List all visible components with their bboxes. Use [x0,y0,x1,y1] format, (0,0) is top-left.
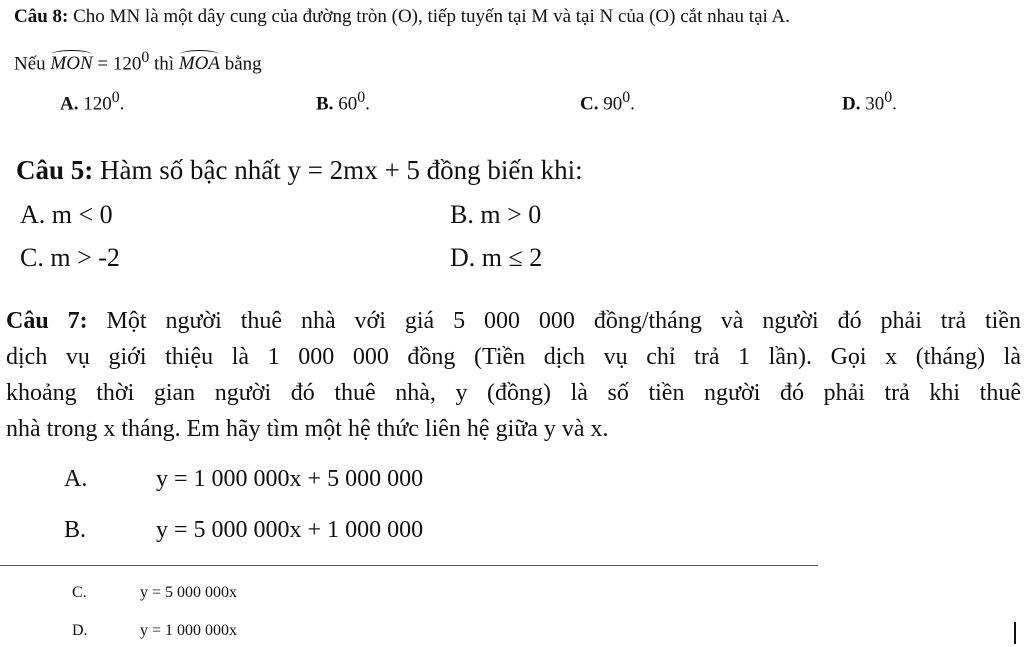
option-letter: A. [20,200,46,229]
option-value: m > 0 [480,200,542,229]
option-letter: A. [60,93,79,115]
question-5-stem [16,155,583,186]
question-8-label: Câu 8: [14,6,69,27]
q5-option-d[interactable] [450,243,542,273]
q7-option-d[interactable] [72,622,88,640]
option-value: m > -2 [50,243,120,272]
question-5-text: Hàm số bậc nhất y = 2mx + 5 đồng biến khi: [93,155,583,185]
text-cursor [1014,622,1016,644]
option-letter: B. [316,93,334,115]
option-letter: C. [72,584,87,601]
q5-option-a[interactable] [20,200,113,230]
question-8-stem [14,6,790,28]
q8-option-a[interactable] [60,89,124,115]
option-value: m ≤ 2 [481,243,543,272]
q8-option-d[interactable] [842,89,897,115]
q7-option-b-value: y = 5 000 000x + 1 000 000 [156,517,424,543]
question-7-label: Câu 7: [6,308,88,334]
option-letter: D. [450,243,476,272]
q7-option-d-value: y = 1 000 000x [140,622,238,639]
option-letter: D. [72,622,88,639]
option-tail: . [630,93,635,115]
q7-option-c[interactable] [72,584,87,602]
option-tail: . [365,93,370,115]
option-tail: . [892,93,897,115]
option-value: 90 [603,93,623,115]
option-tail: . [119,93,125,115]
q5-option-c[interactable] [20,243,120,273]
q7-option-a[interactable] [64,466,87,493]
q7-line-2: dịch vụ giới thiệu là 1 000 000 đồng (Tiền dịch vụ chỉ trả 1 lần). Gọi x (tháng) là [6,344,1021,370]
q5-option-b[interactable] [450,200,541,230]
option-sup: 0 [622,89,631,106]
question-8-text: Cho MN là một dây cung của đường tròn (O), tiếp tuyến tại M và tại N của (O) cắt nhau tại A. [68,6,790,27]
option-value: 30 [865,93,885,115]
angle-moa: MOA [178,53,220,75]
option-letter: B. [450,200,474,229]
option-value: 60 [338,93,358,115]
divider [0,565,818,566]
option-sup: 0 [111,89,120,106]
q8-option-c[interactable] [580,89,635,115]
angle-equals: = 120 [92,53,142,75]
option-value: 120 [83,93,112,115]
q7-line-1-text: Một người thuê nhà với giá 5 000 000 đồng/tháng và người đó phải trả tiền [87,308,1021,334]
q8-option-b[interactable] [316,89,370,115]
q7-line-3: khoảng thời gian người đó thuê nhà, y (đồng) là số tiền người đó phải trả khi thuê [6,380,1021,406]
option-letter: B. [64,517,87,543]
option-letter: C. [20,243,44,272]
option-letter: D. [842,93,861,115]
question-5-label: Câu 5: [16,155,94,185]
degree-sup: 0 [141,49,150,66]
angle-mon: MON [50,53,93,75]
q7-line-4: nhà trong x tháng. Em hãy tìm một hệ thức liên hệ giữa y và x. [6,416,609,442]
option-letter: C. [580,93,599,115]
condition-end: bằng [220,53,262,75]
option-value: m < 0 [51,200,113,229]
option-letter: A. [64,466,88,492]
q7-option-b[interactable] [64,517,86,544]
condition-mid: thì [149,53,179,75]
q7-option-a-value: y = 1 000 000x + 5 000 000 [156,466,424,492]
question-7-stem [6,303,1021,447]
q7-line-1 [6,303,1021,339]
condition-prefix: Nếu [14,53,51,75]
option-sup: 0 [357,89,366,106]
option-sup: 0 [884,89,893,106]
question-8-condition [14,49,262,75]
q7-option-c-value: y = 5 000 000x [140,584,238,601]
